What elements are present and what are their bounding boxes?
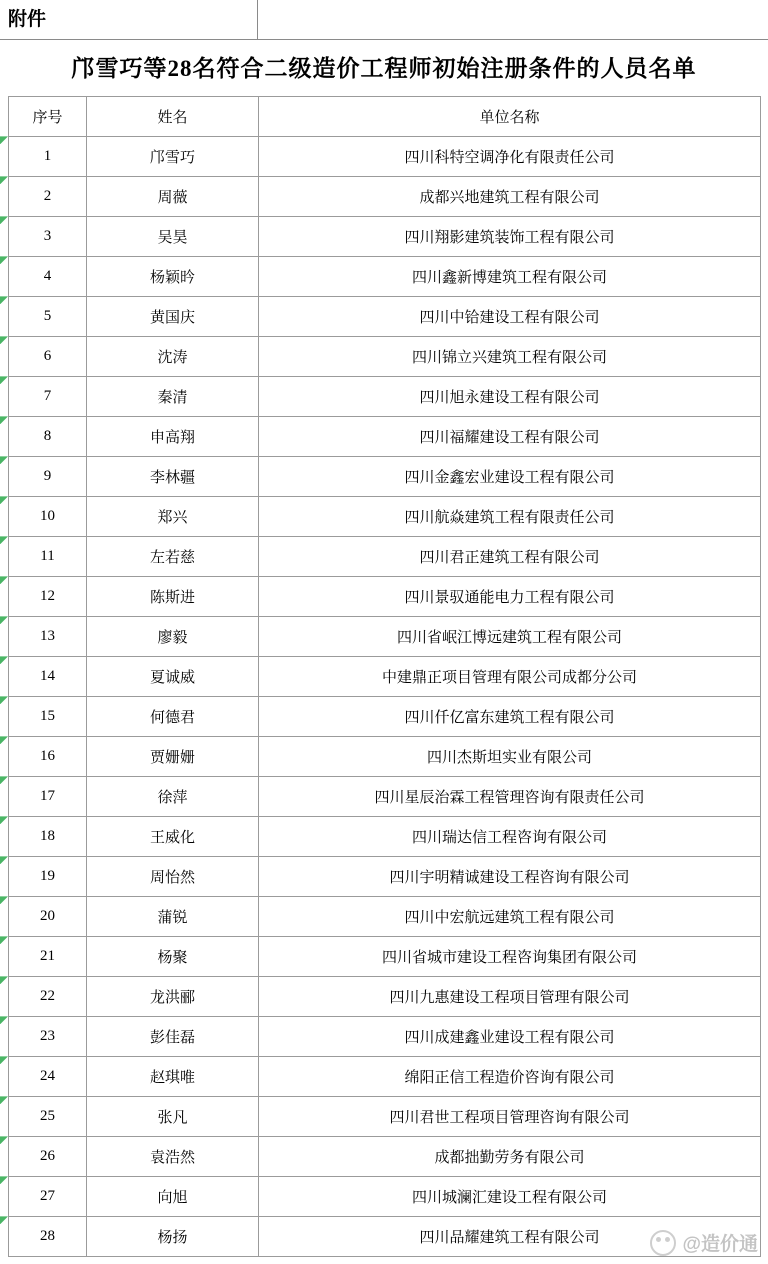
- cell-index: 4: [9, 256, 87, 296]
- table-row: [9, 776, 761, 816]
- cell-index: 16: [9, 736, 87, 776]
- cell-index: 10: [9, 496, 87, 536]
- cell-index: 3: [9, 216, 87, 256]
- watermark-text: @造价通: [682, 1234, 758, 1255]
- table-row: [9, 616, 761, 656]
- cell-organization: 中建鼎正项目管理有限公司成都分公司: [259, 656, 761, 696]
- cell-name: 袁浩然: [87, 1136, 259, 1176]
- row-marker-icon: [0, 816, 8, 824]
- cell-name: 廖毅: [87, 616, 259, 656]
- table-row: [9, 176, 761, 216]
- row-marker-icon: [0, 416, 8, 424]
- cell-index: 26: [9, 1136, 87, 1176]
- row-marker-icon: [0, 776, 8, 784]
- cell-index: 11: [9, 536, 87, 576]
- row-marker-icon: [0, 936, 8, 944]
- cell-organization: 四川城澜汇建设工程有限公司: [259, 1176, 761, 1216]
- cell-name: 彭佳磊: [87, 1016, 259, 1056]
- table-header-row: [9, 96, 761, 136]
- cell-index: 23: [9, 1016, 87, 1056]
- row-marker-icon: [0, 896, 8, 904]
- cell-index: 19: [9, 856, 87, 896]
- table-row: [9, 456, 761, 496]
- row-marker-icon: [0, 856, 8, 864]
- cell-index: 25: [9, 1096, 87, 1136]
- attachment-label: 附件: [0, 0, 258, 40]
- cell-organization: 四川省岷江博远建筑工程有限公司: [259, 616, 761, 656]
- cell-name: 沈涛: [87, 336, 259, 376]
- cell-organization: 四川瑞达信工程咨询有限公司: [259, 816, 761, 856]
- cell-name: 李林疆: [87, 456, 259, 496]
- table-row: [9, 1216, 761, 1256]
- row-marker-icon: [0, 976, 8, 984]
- cell-name: 杨扬: [87, 1216, 259, 1256]
- row-marker-icon: [0, 736, 8, 744]
- row-marker-icon: [0, 256, 8, 264]
- cell-organization: 四川九惠建设工程项目管理有限公司: [259, 976, 761, 1016]
- cell-index: 2: [9, 176, 87, 216]
- row-marker-icon: [0, 536, 8, 544]
- table-row: [9, 296, 761, 336]
- watermark: [650, 1229, 758, 1256]
- cell-organization: 四川宇明精诚建设工程咨询有限公司: [259, 856, 761, 896]
- table-row: [9, 1176, 761, 1216]
- row-marker-icon: [0, 1216, 8, 1224]
- cell-name: 何德君: [87, 696, 259, 736]
- row-marker-icon: [0, 1096, 8, 1104]
- row-marker-icon: [0, 696, 8, 704]
- row-marker-icon: [0, 1176, 8, 1184]
- table-row: [9, 936, 761, 976]
- row-marker-icon: [0, 216, 8, 224]
- cell-index: 17: [9, 776, 87, 816]
- cell-organization: 四川品耀建筑工程有限公司: [259, 1216, 761, 1256]
- cell-organization: 绵阳正信工程造价咨询有限公司: [259, 1056, 761, 1096]
- table-row: [9, 536, 761, 576]
- table-row: [9, 1056, 761, 1096]
- cell-name: 蒲锐: [87, 896, 259, 936]
- cell-name: 申高翔: [87, 416, 259, 456]
- cell-name: 左若慈: [87, 536, 259, 576]
- table-row: [9, 696, 761, 736]
- cell-name: 周怡然: [87, 856, 259, 896]
- cell-name: 夏诚威: [87, 656, 259, 696]
- row-marker-icon: [0, 616, 8, 624]
- cell-organization: 四川成建鑫业建设工程有限公司: [259, 1016, 761, 1056]
- cell-organization: 四川中宏航远建筑工程有限公司: [259, 896, 761, 936]
- cell-index: 7: [9, 376, 87, 416]
- cell-name: 周薇: [87, 176, 259, 216]
- table-row: [9, 856, 761, 896]
- cell-organization: 成都兴地建筑工程有限公司: [259, 176, 761, 216]
- cell-organization: 四川中铪建设工程有限公司: [259, 296, 761, 336]
- cell-organization: 四川杰斯坦实业有限公司: [259, 736, 761, 776]
- table-row: [9, 656, 761, 696]
- table-row: [9, 896, 761, 936]
- cell-organization: 四川锦立兴建筑工程有限公司: [259, 336, 761, 376]
- cell-index: 12: [9, 576, 87, 616]
- cell-name: 秦清: [87, 376, 259, 416]
- table-row: [9, 376, 761, 416]
- cell-organization: 四川君正建筑工程有限公司: [259, 536, 761, 576]
- table-row: [9, 976, 761, 1016]
- row-marker-icon: [0, 296, 8, 304]
- table-row: [9, 216, 761, 256]
- cell-index: 8: [9, 416, 87, 456]
- table-body: [9, 136, 761, 1256]
- cell-index: 5: [9, 296, 87, 336]
- row-marker-icon: [0, 176, 8, 184]
- cell-name: 王威化: [87, 816, 259, 856]
- table-row: [9, 416, 761, 456]
- cell-index: 20: [9, 896, 87, 936]
- attachment-blank-cell: [258, 0, 768, 40]
- cell-index: 9: [9, 456, 87, 496]
- cell-index: 6: [9, 336, 87, 376]
- table-row: [9, 496, 761, 536]
- cell-organization: 四川省城市建设工程咨询集团有限公司: [259, 936, 761, 976]
- cell-name: 黄国庆: [87, 296, 259, 336]
- table-row: [9, 1096, 761, 1136]
- cell-index: 1: [9, 136, 87, 176]
- row-marker-icon: [0, 1056, 8, 1064]
- column-header-organization: 单位名称: [259, 96, 761, 136]
- table-row: [9, 576, 761, 616]
- cell-name: 陈斯进: [87, 576, 259, 616]
- table-row: [9, 336, 761, 376]
- cell-name: 杨聚: [87, 936, 259, 976]
- table-row: [9, 736, 761, 776]
- attachment-header-row: [0, 0, 768, 40]
- cell-organization: 四川翔影建筑装饰工程有限公司: [259, 216, 761, 256]
- cell-organization: 四川君世工程项目管理咨询有限公司: [259, 1096, 761, 1136]
- cell-organization: 成都拙勤劳务有限公司: [259, 1136, 761, 1176]
- row-marker-icon: [0, 1016, 8, 1024]
- cell-name: 龙洪郦: [87, 976, 259, 1016]
- cell-name: 张凡: [87, 1096, 259, 1136]
- cell-organization: 四川金鑫宏业建设工程有限公司: [259, 456, 761, 496]
- table-row: [9, 136, 761, 176]
- cell-name: 杨颖昑: [87, 256, 259, 296]
- row-marker-icon: [0, 456, 8, 464]
- cell-organization: 四川仟亿富东建筑工程有限公司: [259, 696, 761, 736]
- cell-index: 13: [9, 616, 87, 656]
- cell-index: 24: [9, 1056, 87, 1096]
- roster-table: [8, 96, 761, 1257]
- cell-name: 吴昊: [87, 216, 259, 256]
- table-row: [9, 1136, 761, 1176]
- row-marker-icon: [0, 496, 8, 504]
- column-header-index: 序号: [9, 96, 87, 136]
- cell-name: 贾姗姗: [87, 736, 259, 776]
- page-title: 邝雪巧等28名符合二级造价工程师初始注册条件的人员名单: [71, 56, 697, 81]
- cell-name: 赵琪唯: [87, 1056, 259, 1096]
- row-marker-icon: [0, 1136, 8, 1144]
- cell-organization: 四川福耀建设工程有限公司: [259, 416, 761, 456]
- cell-index: 14: [9, 656, 87, 696]
- cell-organization: 四川星辰治霖工程管理咨询有限责任公司: [259, 776, 761, 816]
- cell-index: 21: [9, 936, 87, 976]
- row-marker-icon: [0, 336, 8, 344]
- cell-index: 15: [9, 696, 87, 736]
- table-row: [9, 816, 761, 856]
- cell-name: 徐萍: [87, 776, 259, 816]
- column-header-name: 姓名: [87, 96, 259, 136]
- cell-index: 27: [9, 1176, 87, 1216]
- cell-index: 18: [9, 816, 87, 856]
- cell-name: 向旭: [87, 1176, 259, 1216]
- cell-name: 邝雪巧: [87, 136, 259, 176]
- cell-organization: 四川旭永建设工程有限公司: [259, 376, 761, 416]
- cell-name: 郑兴: [87, 496, 259, 536]
- row-marker-icon: [0, 376, 8, 384]
- row-marker-icon: [0, 136, 8, 144]
- cell-organization: 四川航焱建筑工程有限责任公司: [259, 496, 761, 536]
- row-marker-icon: [0, 656, 8, 664]
- cell-index: 28: [9, 1216, 87, 1256]
- cell-organization: 四川景驭通能电力工程有限公司: [259, 576, 761, 616]
- watermark-logo-icon: [650, 1230, 676, 1256]
- cell-organization: 四川鑫新博建筑工程有限公司: [259, 256, 761, 296]
- cell-index: 22: [9, 976, 87, 1016]
- cell-organization: 四川科特空调净化有限责任公司: [259, 136, 761, 176]
- table-row: [9, 256, 761, 296]
- table-row: [9, 1016, 761, 1056]
- row-marker-icon: [0, 576, 8, 584]
